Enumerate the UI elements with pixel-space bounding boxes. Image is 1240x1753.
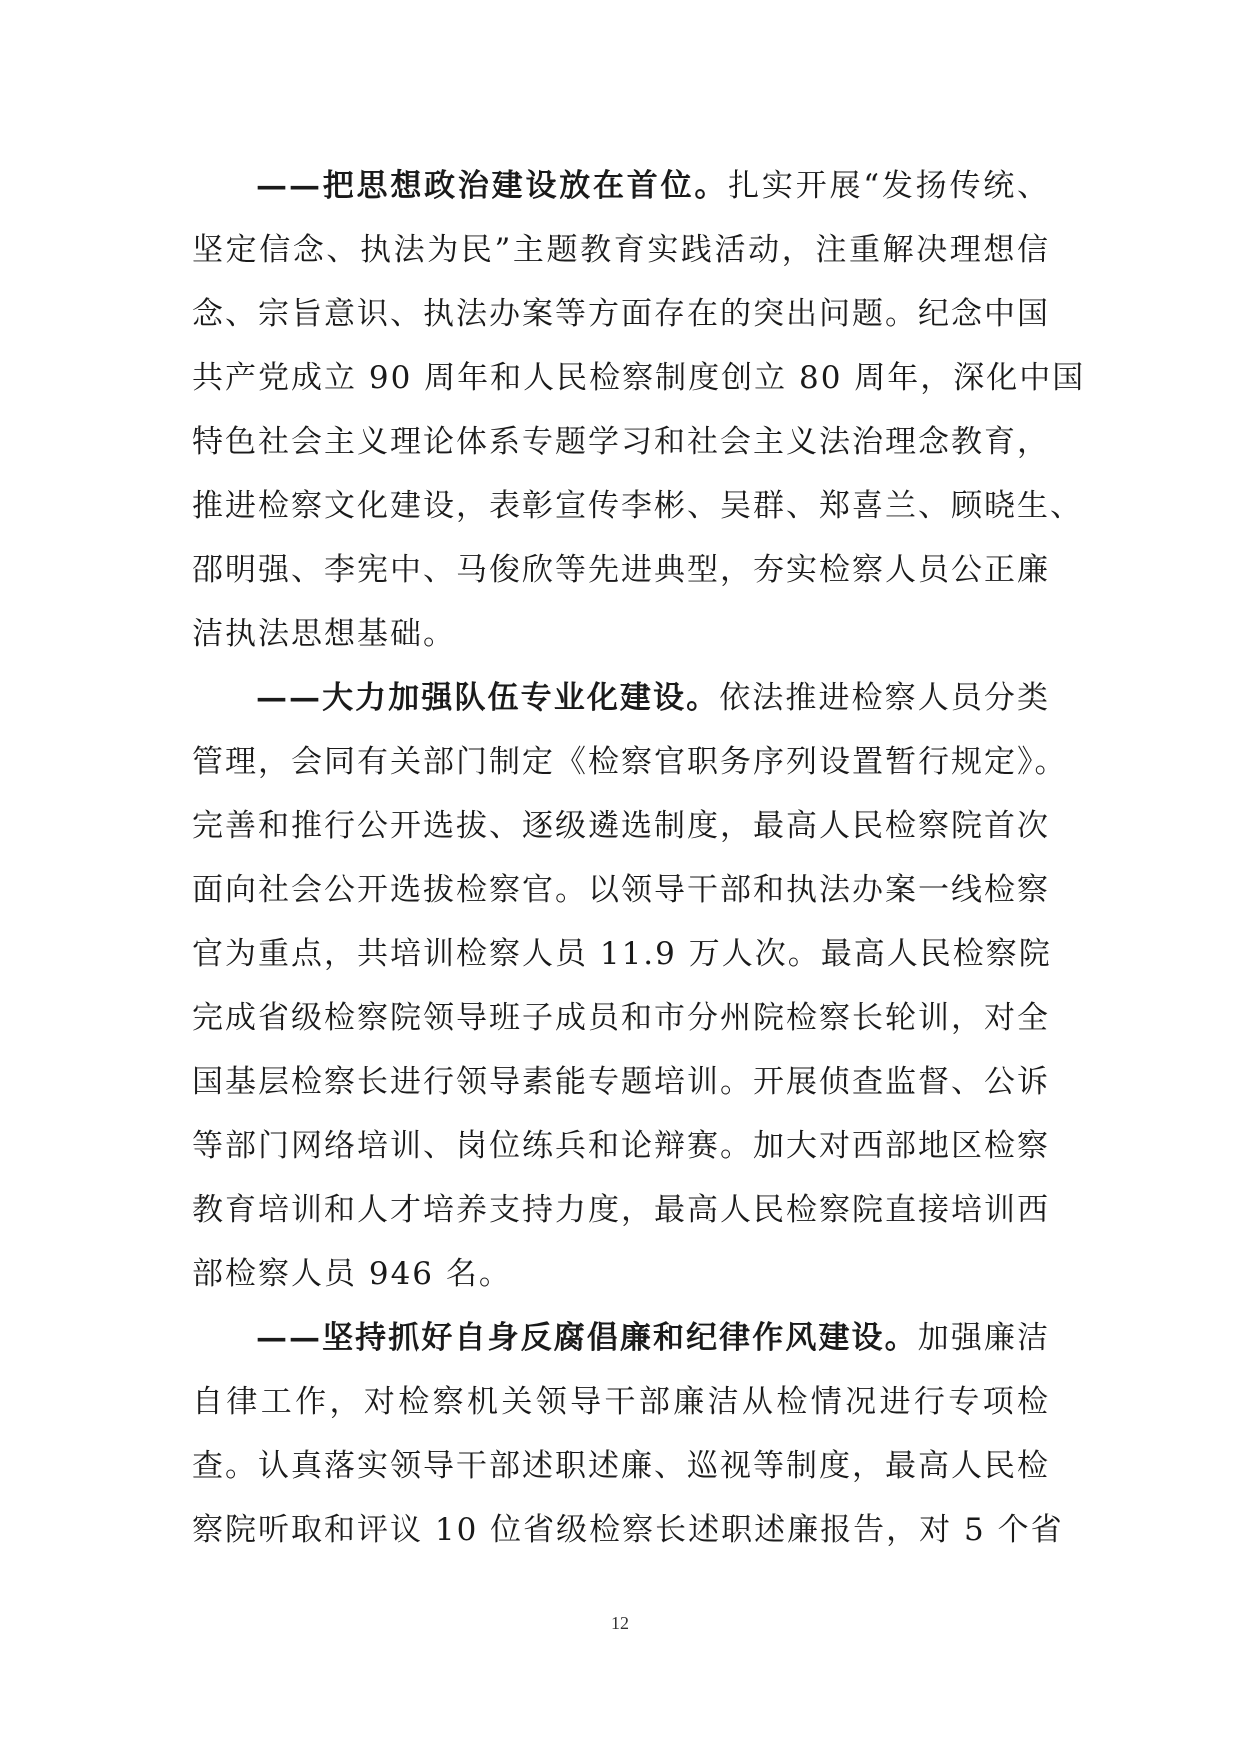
- paragraph-2-line-6: 完成省级检察院领导班子成员和市分州院检察长轮训，对全: [192, 1000, 1050, 1036]
- paragraph-1-line-7: 邵明强、李宪中、马俊欣等先进典型，夯实检察人员公正廉: [192, 552, 1050, 588]
- paragraph-2-line-10: 部检察人员 946 名。: [192, 1256, 512, 1292]
- paragraph-2-line-1: [192, 666, 1050, 730]
- paragraph-1-line-3: 念、宗旨意识、执法办案等方面存在的突出问题。纪念中国: [192, 296, 1050, 332]
- paragraph-1-line-5: 特色社会主义理论体系专题学习和社会主义法治理念教育，: [192, 424, 1050, 460]
- paragraph-2-heading: ——大力加强队伍专业化建设。: [256, 680, 720, 716]
- paragraph-2-line-7: 国基层检察长进行领导素能专题培训。开展侦查监督、公诉: [192, 1064, 1050, 1100]
- paragraph-1-heading: ——把思想政治建设放在首位。: [256, 168, 729, 204]
- paragraph-2-line-1-text: 依法推进检察人员分类: [719, 680, 1051, 716]
- paragraph-1-line-8: 洁执法思想基础。: [192, 616, 456, 652]
- paragraph-1-line-4: 共产党成立 90 周年和人民检察制度创立 80 周年，深化中国: [192, 360, 1086, 396]
- paragraph-3-line-3: 查。认真落实领导干部述职述廉、巡视等制度，最高人民检: [192, 1448, 1050, 1484]
- paragraph-2-line-2: 管理，会同有关部门制定《检察官职务序列设置暂行规定》。: [192, 744, 1068, 780]
- paragraph-1-line-6: 推进检察文化建设，表彰宣传李彬、吴群、郑喜兰、顾晓生、: [192, 488, 1083, 524]
- paragraph-3-heading: ——坚持抓好自身反腐倡廉和纪律作风建设。: [256, 1320, 918, 1356]
- paragraph-3-line-1: [192, 1306, 1050, 1370]
- paragraph-1-line-1: [192, 154, 1050, 218]
- paragraph-2-line-3: 完善和推行公开选拔、逐级遴选制度，最高人民检察院首次: [192, 808, 1050, 844]
- paragraph-2-line-5: 官为重点，共培训检察人员 11.9 万人次。最高人民检察院: [192, 936, 1052, 972]
- page-number: 12: [611, 1613, 629, 1633]
- paragraph-2-line-4: 面向社会公开选拔检察官。以领导干部和执法办案一线检察: [192, 872, 1050, 908]
- paragraph-2-line-9: 教育培训和人才培养支持力度，最高人民检察院直接培训西: [192, 1192, 1050, 1228]
- paragraph-2-line-8: 等部门网络培训、岗位练兵和论辩赛。加大对西部地区检察: [192, 1128, 1050, 1164]
- paragraph-3-line-4: 察院听取和评议 10 位省级检察长述职述廉报告，对 5 个省: [192, 1512, 1064, 1548]
- paragraph-1-line-1-text: 扎实开展“发扬传统、: [728, 168, 1050, 204]
- body-text: [192, 154, 1086, 1562]
- paragraph-3-line-2: 自律工作，对检察机关领导干部廉洁从检情况进行专项检: [192, 1384, 1050, 1420]
- paragraph-3-line-1-text: 加强廉洁: [917, 1320, 1051, 1356]
- paragraph-1-line-2: 坚定信念、执法为民”主题教育实践活动，注重解决理想信: [192, 232, 1050, 268]
